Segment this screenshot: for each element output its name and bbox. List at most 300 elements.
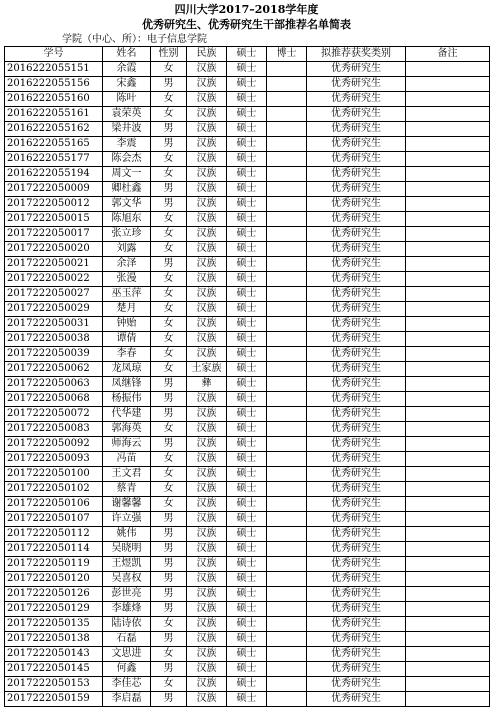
table-row	[5, 587, 490, 602]
award-cell: 优秀研究生	[307, 632, 406, 647]
gender-cell: 女	[151, 287, 187, 302]
table-row	[5, 392, 490, 407]
remarks-cell	[406, 242, 490, 257]
award-cell: 优秀研究生	[307, 692, 406, 707]
table-row	[5, 302, 490, 317]
student-id-cell: 2017222050063	[5, 377, 103, 392]
gender-cell: 男	[151, 407, 187, 422]
award-cell: 优秀研究生	[307, 437, 406, 452]
table-row	[5, 437, 490, 452]
table-row	[5, 662, 490, 677]
doctor-cell	[267, 407, 307, 422]
award-cell: 优秀研究生	[307, 317, 406, 332]
ethnicity-cell: 汉族	[187, 77, 227, 92]
table-row	[5, 92, 490, 107]
name-cell: 张漫	[103, 272, 151, 287]
award-cell: 优秀研究生	[307, 242, 406, 257]
gender-cell: 男	[151, 197, 187, 212]
doctor-cell	[267, 542, 307, 557]
name-cell: 郭海英	[103, 422, 151, 437]
name-cell: 姚伟	[103, 527, 151, 542]
name-cell: 冯苗	[103, 452, 151, 467]
table-row	[5, 227, 490, 242]
master-cell: 硕士	[227, 542, 267, 557]
name-cell: 陈旭东	[103, 212, 151, 227]
award-cell: 优秀研究生	[307, 392, 406, 407]
award-cell: 优秀研究生	[307, 152, 406, 167]
gender-cell: 女	[151, 347, 187, 362]
table-row	[5, 107, 490, 122]
ethnicity-cell: 汉族	[187, 92, 227, 107]
master-cell: 硕士	[227, 437, 267, 452]
award-cell: 优秀研究生	[307, 362, 406, 377]
ethnicity-cell: 汉族	[187, 572, 227, 587]
gender-cell: 男	[151, 77, 187, 92]
doctor-cell	[267, 212, 307, 227]
doctor-cell	[267, 632, 307, 647]
gender-cell: 女	[151, 107, 187, 122]
student-id-cell: 2017222050153	[5, 677, 103, 692]
gender-cell: 女	[151, 152, 187, 167]
gender-cell: 女	[151, 452, 187, 467]
nominee-table	[4, 46, 490, 707]
award-cell: 优秀研究生	[307, 272, 406, 287]
table-row	[5, 62, 490, 77]
table-row	[5, 317, 490, 332]
master-cell: 硕士	[227, 452, 267, 467]
table-row	[5, 497, 490, 512]
master-cell: 硕士	[227, 152, 267, 167]
gender-cell: 男	[151, 587, 187, 602]
remarks-cell	[406, 422, 490, 437]
master-cell: 硕士	[227, 482, 267, 497]
student-id-cell: 2017222050143	[5, 647, 103, 662]
ethnicity-cell: 汉族	[187, 152, 227, 167]
remarks-cell	[406, 332, 490, 347]
table-row	[5, 467, 490, 482]
student-id-cell: 2017222050038	[5, 332, 103, 347]
master-cell: 硕士	[227, 512, 267, 527]
gender-cell: 男	[151, 527, 187, 542]
gender-cell: 男	[151, 377, 187, 392]
name-cell: 许立强	[103, 512, 151, 527]
name-cell: 李启磊	[103, 692, 151, 707]
remarks-cell	[406, 512, 490, 527]
student-id-cell: 2016222055177	[5, 152, 103, 167]
master-cell: 硕士	[227, 362, 267, 377]
doctor-cell	[267, 602, 307, 617]
student-id-cell: 2017222050120	[5, 572, 103, 587]
award-cell: 优秀研究生	[307, 92, 406, 107]
student-id-cell: 2016222055156	[5, 77, 103, 92]
table-row	[5, 377, 490, 392]
remarks-cell	[406, 257, 490, 272]
table-row	[5, 512, 490, 527]
master-cell: 硕士	[227, 587, 267, 602]
remarks-cell	[406, 557, 490, 572]
student-id-cell: 2016222055151	[5, 62, 103, 77]
remarks-cell	[406, 377, 490, 392]
name-cell: 李震	[103, 137, 151, 152]
name-cell: 卿杜鑫	[103, 182, 151, 197]
doctor-cell	[267, 257, 307, 272]
remarks-cell	[406, 617, 490, 632]
name-cell: 钟贻	[103, 317, 151, 332]
gender-cell: 女	[151, 167, 187, 182]
name-cell: 李佳芯	[103, 677, 151, 692]
name-cell: 师海云	[103, 437, 151, 452]
doctor-cell	[267, 77, 307, 92]
doctor-cell	[267, 287, 307, 302]
student-id-cell: 2017222050012	[5, 197, 103, 212]
name-cell: 张立珍	[103, 227, 151, 242]
doctor-cell	[267, 392, 307, 407]
table-row	[5, 572, 490, 587]
ethnicity-cell: 汉族	[187, 482, 227, 497]
table-row	[5, 422, 490, 437]
doctor-cell	[267, 572, 307, 587]
gender-cell: 女	[151, 212, 187, 227]
doctor-cell	[267, 137, 307, 152]
doctor-cell	[267, 272, 307, 287]
gender-cell: 女	[151, 302, 187, 317]
ethnicity-cell: 汉族	[187, 62, 227, 77]
award-cell: 优秀研究生	[307, 257, 406, 272]
table-row	[5, 482, 490, 497]
award-cell: 优秀研究生	[307, 677, 406, 692]
table-row	[5, 137, 490, 152]
doctor-cell	[267, 92, 307, 107]
award-cell: 优秀研究生	[307, 197, 406, 212]
college-line: 学院（中心、所）：电子信息学院	[62, 34, 207, 45]
student-id-cell: 2017222050102	[5, 482, 103, 497]
gender-cell: 女	[151, 242, 187, 257]
student-id-cell: 2017222050072	[5, 407, 103, 422]
doctor-cell	[267, 482, 307, 497]
award-cell: 优秀研究生	[307, 512, 406, 527]
doctor-cell	[267, 692, 307, 707]
name-cell: 彭世亮	[103, 587, 151, 602]
name-cell: 谢馨馨	[103, 497, 151, 512]
award-cell: 优秀研究生	[307, 647, 406, 662]
doctor-cell	[267, 197, 307, 212]
master-cell: 硕士	[227, 212, 267, 227]
table-row	[5, 692, 490, 707]
doctor-cell	[267, 227, 307, 242]
award-cell: 优秀研究生	[307, 557, 406, 572]
master-cell: 硕士	[227, 122, 267, 137]
table-row	[5, 542, 490, 557]
remarks-cell	[406, 197, 490, 212]
student-id-cell: 2016222055194	[5, 167, 103, 182]
remarks-cell	[406, 167, 490, 182]
ethnicity-cell: 汉族	[187, 197, 227, 212]
ethnicity-cell: 汉族	[187, 227, 227, 242]
header-gender: 性别	[151, 47, 187, 62]
ethnicity-cell: 汉族	[187, 662, 227, 677]
award-cell: 优秀研究生	[307, 167, 406, 182]
master-cell: 硕士	[227, 287, 267, 302]
table-row	[5, 257, 490, 272]
gender-cell: 女	[151, 362, 187, 377]
remarks-cell	[406, 287, 490, 302]
student-id-cell: 2017222050100	[5, 467, 103, 482]
student-id-cell: 2016222055161	[5, 107, 103, 122]
doctor-cell	[267, 452, 307, 467]
name-cell: 王文君	[103, 467, 151, 482]
doctor-cell	[267, 332, 307, 347]
name-cell: 周文一	[103, 167, 151, 182]
student-id-cell: 2017222050017	[5, 227, 103, 242]
student-id-cell: 2016222055165	[5, 137, 103, 152]
master-cell: 硕士	[227, 167, 267, 182]
name-cell: 巫玉萍	[103, 287, 151, 302]
award-cell: 优秀研究生	[307, 617, 406, 632]
table-row	[5, 332, 490, 347]
student-id-cell: 2017222050106	[5, 497, 103, 512]
remarks-cell	[406, 122, 490, 137]
table-row	[5, 272, 490, 287]
gender-cell: 女	[151, 332, 187, 347]
table-header-row	[5, 47, 490, 62]
header-award-category: 拟推荐获奖类别	[307, 47, 406, 62]
gender-cell: 男	[151, 542, 187, 557]
master-cell: 硕士	[227, 137, 267, 152]
award-cell: 优秀研究生	[307, 347, 406, 362]
award-cell: 优秀研究生	[307, 122, 406, 137]
remarks-cell	[406, 572, 490, 587]
table-row	[5, 527, 490, 542]
doctor-cell	[267, 527, 307, 542]
award-cell: 优秀研究生	[307, 572, 406, 587]
master-cell: 硕士	[227, 92, 267, 107]
doctor-cell	[267, 167, 307, 182]
ethnicity-cell: 汉族	[187, 167, 227, 182]
gender-cell: 男	[151, 692, 187, 707]
master-cell: 硕士	[227, 422, 267, 437]
name-cell: 杨振伟	[103, 392, 151, 407]
name-cell: 宋鑫	[103, 77, 151, 92]
master-cell: 硕士	[227, 227, 267, 242]
master-cell: 硕士	[227, 677, 267, 692]
remarks-cell	[406, 302, 490, 317]
remarks-cell	[406, 392, 490, 407]
student-id-cell: 2017222050107	[5, 512, 103, 527]
master-cell: 硕士	[227, 257, 267, 272]
student-id-cell: 2016222055162	[5, 122, 103, 137]
remarks-cell	[406, 602, 490, 617]
master-cell: 硕士	[227, 557, 267, 572]
ethnicity-cell: 汉族	[187, 332, 227, 347]
student-id-cell: 2017222050027	[5, 287, 103, 302]
remarks-cell	[406, 587, 490, 602]
student-id-cell: 2016222055160	[5, 92, 103, 107]
gender-cell: 男	[151, 662, 187, 677]
remarks-cell	[406, 362, 490, 377]
doctor-cell	[267, 377, 307, 392]
award-cell: 优秀研究生	[307, 527, 406, 542]
doctor-cell	[267, 587, 307, 602]
remarks-cell	[406, 347, 490, 362]
header-student-id: 学号	[5, 47, 103, 62]
table-row	[5, 407, 490, 422]
table-row	[5, 677, 490, 692]
table-row	[5, 347, 490, 362]
name-cell: 李雄烽	[103, 602, 151, 617]
ethnicity-cell: 土家族	[187, 362, 227, 377]
award-cell: 优秀研究生	[307, 422, 406, 437]
student-id-cell: 2017222050068	[5, 392, 103, 407]
name-cell: 何鑫	[103, 662, 151, 677]
table-row	[5, 197, 490, 212]
gender-cell: 男	[151, 122, 187, 137]
table-row	[5, 167, 490, 182]
ethnicity-cell: 汉族	[187, 392, 227, 407]
gender-cell: 女	[151, 272, 187, 287]
doctor-cell	[267, 617, 307, 632]
award-cell: 优秀研究生	[307, 452, 406, 467]
doctor-cell	[267, 362, 307, 377]
master-cell: 硕士	[227, 317, 267, 332]
sheet-subtitle: 优秀研究生、优秀研究生干部推荐名单简表	[142, 18, 351, 31]
award-cell: 优秀研究生	[307, 587, 406, 602]
doctor-cell	[267, 557, 307, 572]
award-cell: 优秀研究生	[307, 287, 406, 302]
doctor-cell	[267, 467, 307, 482]
ethnicity-cell: 汉族	[187, 467, 227, 482]
award-cell: 优秀研究生	[307, 302, 406, 317]
award-cell: 优秀研究生	[307, 407, 406, 422]
name-cell: 楚月	[103, 302, 151, 317]
doctor-cell	[267, 317, 307, 332]
ethnicity-cell: 汉族	[187, 617, 227, 632]
name-cell: 石磊	[103, 632, 151, 647]
master-cell: 硕士	[227, 347, 267, 362]
student-id-cell: 2017222050093	[5, 452, 103, 467]
remarks-cell	[406, 182, 490, 197]
master-cell: 硕士	[227, 77, 267, 92]
doctor-cell	[267, 512, 307, 527]
gender-cell: 女	[151, 617, 187, 632]
master-cell: 硕士	[227, 182, 267, 197]
student-id-cell: 2017222050031	[5, 317, 103, 332]
award-cell: 优秀研究生	[307, 77, 406, 92]
ethnicity-cell: 汉族	[187, 107, 227, 122]
nomination-sheet	[4, 2, 489, 707]
ethnicity-cell: 汉族	[187, 452, 227, 467]
gender-cell: 男	[151, 602, 187, 617]
student-id-cell: 2017222050119	[5, 557, 103, 572]
doctor-cell	[267, 302, 307, 317]
doctor-cell	[267, 497, 307, 512]
name-cell: 代华建	[103, 407, 151, 422]
gender-cell: 女	[151, 422, 187, 437]
master-cell: 硕士	[227, 647, 267, 662]
remarks-cell	[406, 317, 490, 332]
student-id-cell: 2017222050083	[5, 422, 103, 437]
award-cell: 优秀研究生	[307, 62, 406, 77]
student-id-cell: 2017222050022	[5, 272, 103, 287]
header-master: 硕士	[227, 47, 267, 62]
ethnicity-cell: 汉族	[187, 302, 227, 317]
student-id-cell: 2017222050009	[5, 182, 103, 197]
gender-cell: 男	[151, 257, 187, 272]
remarks-cell	[406, 407, 490, 422]
name-cell: 陈叶	[103, 92, 151, 107]
name-cell: 吴晓明	[103, 542, 151, 557]
ethnicity-cell: 汉族	[187, 437, 227, 452]
student-id-cell: 2017222050015	[5, 212, 103, 227]
doctor-cell	[267, 662, 307, 677]
table-row	[5, 152, 490, 167]
table-row	[5, 632, 490, 647]
ethnicity-cell: 汉族	[187, 647, 227, 662]
ethnicity-cell: 汉族	[187, 317, 227, 332]
award-cell: 优秀研究生	[307, 377, 406, 392]
ethnicity-cell: 汉族	[187, 527, 227, 542]
table-row	[5, 182, 490, 197]
ethnicity-cell: 汉族	[187, 257, 227, 272]
name-cell: 余霞	[103, 62, 151, 77]
ethnicity-cell: 汉族	[187, 692, 227, 707]
master-cell: 硕士	[227, 407, 267, 422]
ethnicity-cell: 彝	[187, 377, 227, 392]
remarks-cell	[406, 227, 490, 242]
master-cell: 硕士	[227, 197, 267, 212]
award-cell: 优秀研究生	[307, 182, 406, 197]
table-row	[5, 212, 490, 227]
award-cell: 优秀研究生	[307, 482, 406, 497]
student-id-cell: 2017222050135	[5, 617, 103, 632]
table-row	[5, 242, 490, 257]
ethnicity-cell: 汉族	[187, 557, 227, 572]
master-cell: 硕士	[227, 302, 267, 317]
student-id-cell: 2017222050126	[5, 587, 103, 602]
remarks-cell	[406, 542, 490, 557]
remarks-cell	[406, 137, 490, 152]
gender-cell: 女	[151, 677, 187, 692]
remarks-cell	[406, 662, 490, 677]
student-id-cell: 2017222050092	[5, 437, 103, 452]
remarks-cell	[406, 62, 490, 77]
master-cell: 硕士	[227, 272, 267, 287]
ethnicity-cell: 汉族	[187, 122, 227, 137]
master-cell: 硕士	[227, 107, 267, 122]
header-doctor: 博士	[267, 47, 307, 62]
master-cell: 硕士	[227, 392, 267, 407]
remarks-cell	[406, 497, 490, 512]
ethnicity-cell: 汉族	[187, 497, 227, 512]
award-cell: 优秀研究生	[307, 227, 406, 242]
master-cell: 硕士	[227, 242, 267, 257]
student-id-cell: 2017222050145	[5, 662, 103, 677]
student-id-cell: 2017222050112	[5, 527, 103, 542]
gender-cell: 男	[151, 557, 187, 572]
name-cell: 袁荣英	[103, 107, 151, 122]
table-row	[5, 602, 490, 617]
award-cell: 优秀研究生	[307, 662, 406, 677]
name-cell: 文思进	[103, 647, 151, 662]
gender-cell: 女	[151, 62, 187, 77]
gender-cell: 男	[151, 137, 187, 152]
gender-cell: 男	[151, 512, 187, 527]
doctor-cell	[267, 122, 307, 137]
student-id-cell: 2017222050114	[5, 542, 103, 557]
gender-cell: 男	[151, 392, 187, 407]
remarks-cell	[406, 482, 490, 497]
remarks-cell	[406, 152, 490, 167]
remarks-cell	[406, 77, 490, 92]
